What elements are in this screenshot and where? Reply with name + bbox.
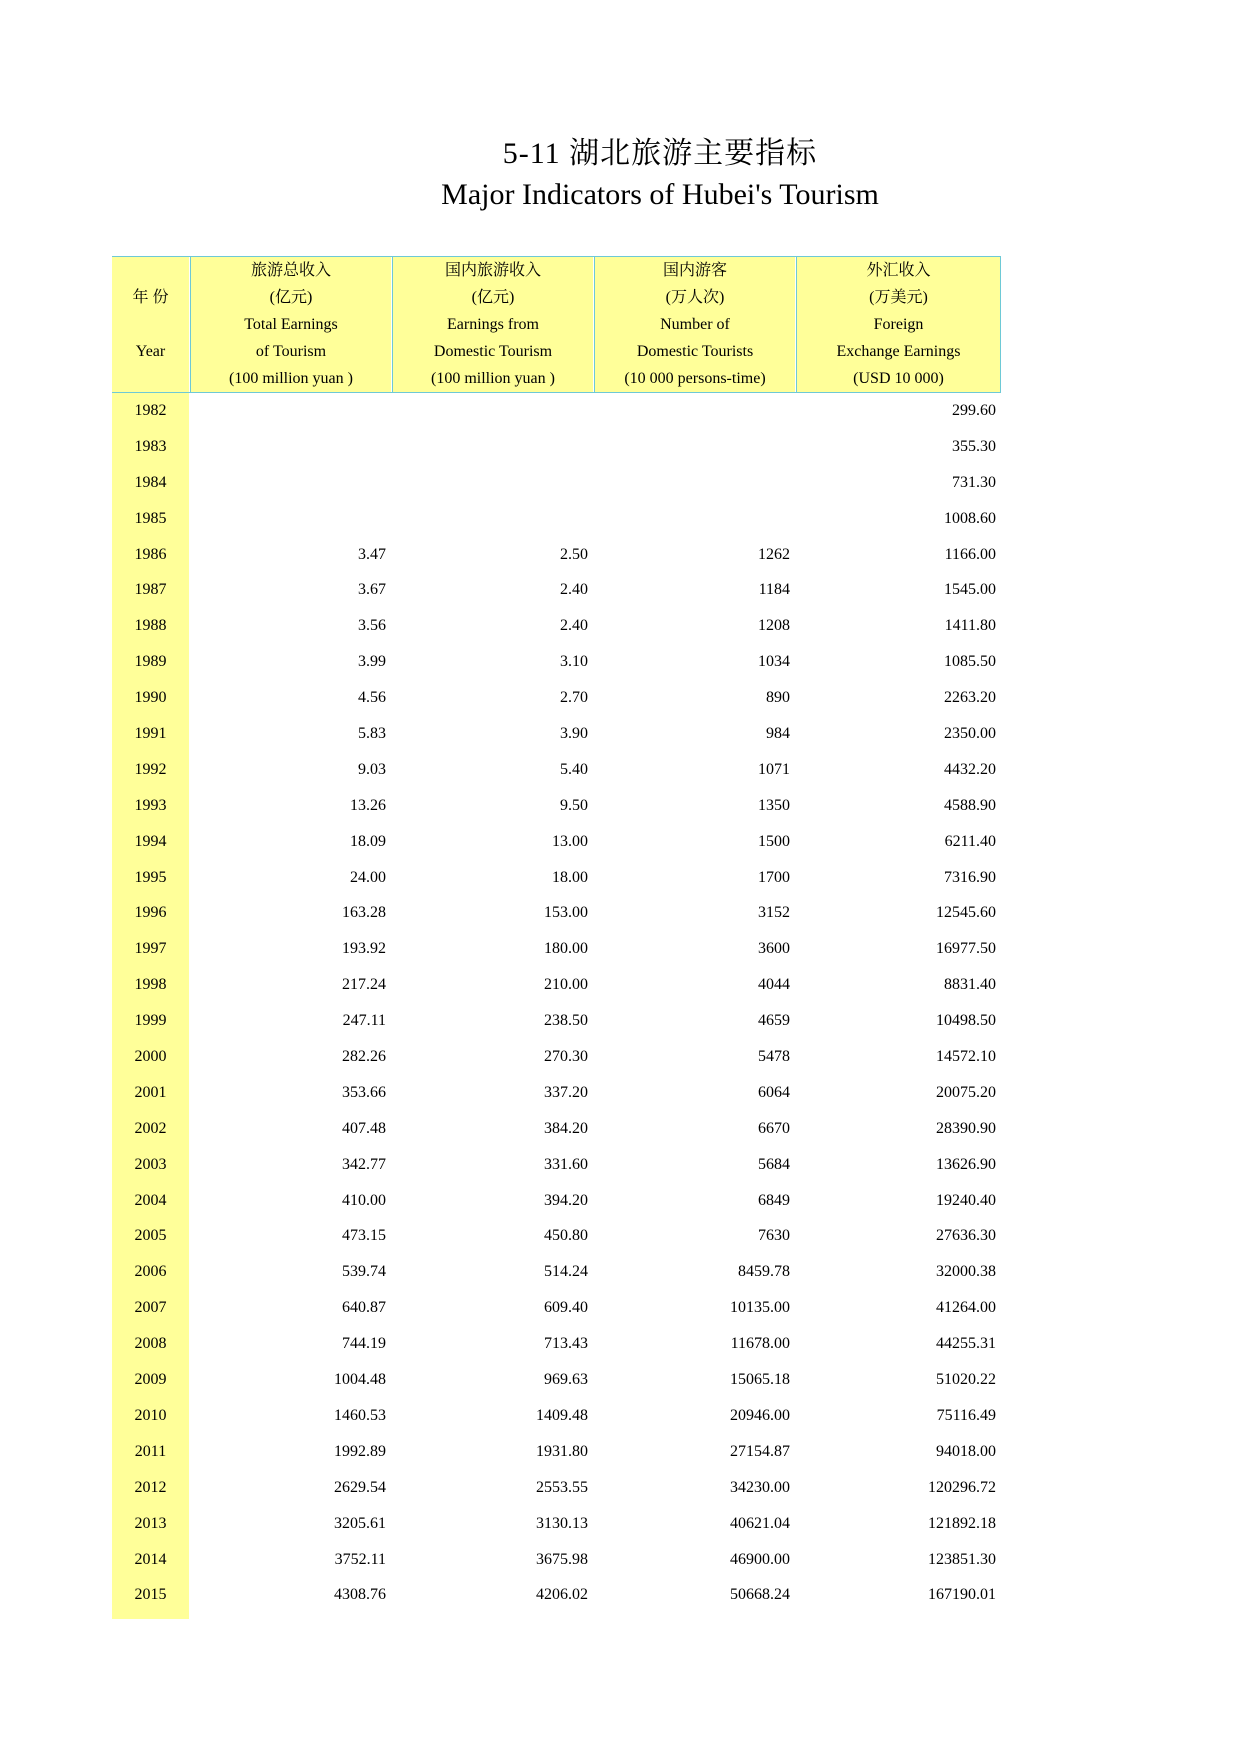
foreign-exchange-cell: 13626.90 xyxy=(936,1155,996,1173)
domestic-tourists-cell: 15065.18 xyxy=(730,1371,790,1389)
foreign-exchange-cell: 27636.30 xyxy=(936,1227,996,1245)
year-cell: 2004 xyxy=(134,1191,167,1209)
total-earnings-cell: 193.92 xyxy=(342,940,386,958)
table-row xyxy=(112,1506,1001,1542)
domestic-earnings-cell: 13.00 xyxy=(552,832,588,850)
domestic-earnings-cell: 3.10 xyxy=(560,653,588,671)
year-cell: 2013 xyxy=(134,1514,167,1532)
foreign-exchange-cell: 44255.31 xyxy=(936,1335,996,1353)
domestic-tourists-cell: 5478 xyxy=(758,1048,790,1066)
table-row xyxy=(112,1075,1001,1111)
domestic-earnings-cell: 9.50 xyxy=(560,796,588,814)
year-cell: 1992 xyxy=(134,760,167,778)
foreign-exchange-cell: 4432.20 xyxy=(944,760,996,778)
table-row xyxy=(112,788,1001,824)
domestic-tourists-cell: 1184 xyxy=(758,581,790,599)
total-earnings-cell: 2629.54 xyxy=(334,1478,386,1496)
table-row xyxy=(112,1577,1001,1613)
year-cell: 2007 xyxy=(134,1299,167,1317)
year-cell: 1998 xyxy=(134,976,167,994)
header-label: Earnings from xyxy=(447,316,539,333)
total-earnings-cell: 3205.61 xyxy=(334,1514,386,1532)
table-row xyxy=(112,1326,1001,1362)
foreign-exchange-cell: 2350.00 xyxy=(944,725,996,743)
year-cell: 1994 xyxy=(134,832,167,850)
year-cell: 2008 xyxy=(134,1335,167,1353)
domestic-tourists-cell: 40621.04 xyxy=(730,1514,790,1532)
header-label: (亿元) xyxy=(269,289,313,306)
domestic-earnings-cell: 180.00 xyxy=(544,940,588,958)
header-label: 旅游总收入 xyxy=(250,262,331,279)
foreign-exchange-cell: 167190.01 xyxy=(928,1586,996,1604)
table-row xyxy=(112,1434,1001,1470)
table-row xyxy=(112,501,1001,537)
year-cell: 1990 xyxy=(134,689,167,707)
domestic-earnings-cell: 153.00 xyxy=(544,904,588,922)
foreign-exchange-cell: 355.30 xyxy=(952,437,996,455)
table-row xyxy=(112,1039,1001,1075)
total-earnings-cell: 3.56 xyxy=(358,617,386,635)
domestic-tourists-cell: 5684 xyxy=(758,1155,790,1173)
header-label: Total Earnings xyxy=(244,316,338,333)
table-row xyxy=(112,1290,1001,1326)
domestic-earnings-cell: 270.30 xyxy=(544,1048,588,1066)
domestic-tourists-cell: 3600 xyxy=(758,940,790,958)
total-earnings-cell: 410.00 xyxy=(342,1191,386,1209)
domestic-earnings-cell: 2.40 xyxy=(560,617,588,635)
page-title-chinese: 5-11 湖北旅游主要指标 xyxy=(502,137,818,170)
domestic-earnings-cell: 450.80 xyxy=(544,1227,588,1245)
foreign-exchange-cell: 1166.00 xyxy=(944,545,996,563)
year-cell: 2006 xyxy=(134,1263,167,1281)
year-cell: 1993 xyxy=(134,796,167,814)
domestic-tourists-cell: 1500 xyxy=(758,832,790,850)
header-year-en: Year xyxy=(135,343,166,360)
domestic-tourists-cell: 11678.00 xyxy=(730,1335,790,1353)
domestic-tourists-cell: 4659 xyxy=(758,1012,790,1030)
total-earnings-cell: 744.19 xyxy=(342,1335,386,1353)
year-cell: 2012 xyxy=(134,1478,167,1496)
domestic-tourists-cell: 1350 xyxy=(758,796,790,814)
header-label: (100 million yuan ) xyxy=(431,370,555,387)
table-row xyxy=(112,680,1001,716)
domestic-tourists-cell: 34230.00 xyxy=(730,1478,790,1496)
foreign-exchange-cell: 1545.00 xyxy=(944,581,996,599)
domestic-earnings-cell: 713.43 xyxy=(544,1335,588,1353)
domestic-tourists-cell: 4044 xyxy=(758,976,790,994)
year-cell: 2003 xyxy=(134,1155,167,1173)
header-label: Domestic Tourism xyxy=(433,343,553,360)
table-row xyxy=(112,429,1001,465)
year-cell: 2010 xyxy=(134,1406,167,1424)
year-cell: 1995 xyxy=(134,868,167,886)
year-cell: 1991 xyxy=(134,725,167,743)
domestic-earnings-cell: 1931.80 xyxy=(536,1442,588,1460)
table-row xyxy=(112,1111,1001,1147)
domestic-tourists-cell: 984 xyxy=(766,725,790,743)
table-row xyxy=(112,644,1001,680)
domestic-earnings-cell: 384.20 xyxy=(544,1119,588,1137)
tourism-indicators-table xyxy=(112,256,1001,1613)
foreign-exchange-cell: 10498.50 xyxy=(936,1012,996,1030)
year-cell: 1986 xyxy=(134,545,167,563)
year-cell: 2001 xyxy=(134,1083,167,1101)
year-cell: 2015 xyxy=(134,1586,167,1604)
domestic-tourists-cell: 3152 xyxy=(758,904,790,922)
foreign-exchange-cell: 12545.60 xyxy=(936,904,996,922)
table-row xyxy=(112,1147,1001,1183)
table-row xyxy=(112,1254,1001,1290)
foreign-exchange-cell: 120296.72 xyxy=(928,1478,996,1496)
header-label: Domestic Tourists xyxy=(636,343,754,360)
domestic-earnings-cell: 4206.02 xyxy=(536,1586,588,1604)
domestic-earnings-cell: 5.40 xyxy=(560,760,588,778)
total-earnings-cell: 342.77 xyxy=(342,1155,386,1173)
year-cell: 1982 xyxy=(134,402,167,419)
foreign-exchange-cell: 299.60 xyxy=(952,402,996,419)
table-header xyxy=(112,256,1001,393)
total-earnings-cell: 13.26 xyxy=(350,796,386,814)
total-earnings-cell: 1460.53 xyxy=(334,1406,386,1424)
foreign-exchange-cell: 6211.40 xyxy=(944,832,996,850)
foreign-exchange-cell: 32000.38 xyxy=(936,1263,996,1281)
total-earnings-cell: 539.74 xyxy=(342,1263,386,1281)
year-cell: 2002 xyxy=(134,1119,167,1137)
foreign-exchange-cell: 51020.22 xyxy=(936,1371,996,1389)
year-cell: 1999 xyxy=(134,1012,167,1030)
header-label: (10 000 persons-time) xyxy=(624,370,766,387)
table-row xyxy=(112,895,1001,931)
header-foreign-exchange xyxy=(796,257,1001,392)
foreign-exchange-cell: 4588.90 xyxy=(944,796,996,814)
domestic-tourists-cell: 1262 xyxy=(758,545,790,563)
domestic-earnings-cell: 331.60 xyxy=(544,1155,588,1173)
table-row xyxy=(112,1362,1001,1398)
domestic-tourists-cell: 1071 xyxy=(758,760,790,778)
year-cell: 1985 xyxy=(134,509,167,527)
foreign-exchange-cell: 14572.10 xyxy=(936,1048,996,1066)
year-cell: 1989 xyxy=(134,653,167,671)
domestic-tourists-cell: 6849 xyxy=(758,1191,790,1209)
total-earnings-cell: 3752.11 xyxy=(334,1550,386,1568)
total-earnings-cell: 18.09 xyxy=(350,832,386,850)
header-label: Foreign xyxy=(873,316,924,333)
year-cell: 1987 xyxy=(134,581,167,599)
domestic-tourists-cell: 7630 xyxy=(758,1227,790,1245)
domestic-earnings-cell: 3130.13 xyxy=(536,1514,588,1532)
header-total-earnings xyxy=(190,257,391,392)
header-label: of Tourism xyxy=(255,343,327,360)
foreign-exchange-cell: 94018.00 xyxy=(936,1442,996,1460)
domestic-earnings-cell: 18.00 xyxy=(552,868,588,886)
table-row xyxy=(112,752,1001,788)
total-earnings-cell: 1992.89 xyxy=(334,1442,386,1460)
table-row xyxy=(112,931,1001,967)
domestic-earnings-cell: 2.50 xyxy=(560,545,588,563)
table-row xyxy=(112,1542,1001,1578)
table-row xyxy=(112,1183,1001,1219)
header-label: (100 million yuan ) xyxy=(229,370,353,387)
header-label: Number of xyxy=(660,316,730,333)
table-row xyxy=(112,824,1001,860)
year-cell: 2014 xyxy=(134,1550,167,1568)
year-cell: 1997 xyxy=(134,940,167,958)
table-row xyxy=(112,608,1001,644)
header-label: (USD 10 000) xyxy=(853,370,944,387)
domestic-earnings-cell: 2553.55 xyxy=(536,1478,588,1496)
foreign-exchange-cell: 121892.18 xyxy=(928,1514,996,1532)
foreign-exchange-cell: 2263.20 xyxy=(944,689,996,707)
foreign-exchange-cell: 1411.80 xyxy=(944,617,996,635)
table-row xyxy=(112,465,1001,501)
domestic-tourists-cell: 6670 xyxy=(758,1119,790,1137)
domestic-earnings-cell: 1409.48 xyxy=(536,1406,588,1424)
foreign-exchange-cell: 16977.50 xyxy=(936,940,996,958)
total-earnings-cell: 353.66 xyxy=(342,1083,386,1101)
domestic-earnings-cell: 609.40 xyxy=(544,1299,588,1317)
table-row xyxy=(112,1398,1001,1434)
foreign-exchange-cell: 1085.50 xyxy=(944,653,996,671)
foreign-exchange-cell: 19240.40 xyxy=(936,1191,996,1209)
total-earnings-cell: 473.15 xyxy=(342,1227,386,1245)
header-label: 国内游客 xyxy=(662,262,727,279)
header-year-cn: 年 份 xyxy=(132,289,169,306)
domestic-earnings-cell: 337.20 xyxy=(544,1083,588,1101)
table-row xyxy=(112,1003,1001,1039)
year-cell: 1988 xyxy=(134,617,167,635)
foreign-exchange-cell: 1008.60 xyxy=(944,509,996,527)
table-row xyxy=(112,716,1001,752)
header-label: 国内旅游收入 xyxy=(444,262,541,279)
table-row xyxy=(112,860,1001,896)
domestic-earnings-cell: 210.00 xyxy=(544,976,588,994)
total-earnings-cell: 9.03 xyxy=(358,760,386,778)
page-title-english: Major Indicators of Hubei's Tourism xyxy=(441,178,879,211)
table-body xyxy=(112,393,1001,1613)
domestic-tourists-cell: 6064 xyxy=(758,1083,790,1101)
domestic-tourists-cell: 20946.00 xyxy=(730,1406,790,1424)
foreign-exchange-cell: 7316.90 xyxy=(944,868,996,886)
header-domestic-tourists xyxy=(594,257,795,392)
domestic-tourists-cell: 1208 xyxy=(758,617,790,635)
foreign-exchange-cell: 731.30 xyxy=(952,473,996,491)
domestic-earnings-cell: 238.50 xyxy=(544,1012,588,1030)
domestic-earnings-cell: 3675.98 xyxy=(536,1550,588,1568)
foreign-exchange-cell: 41264.00 xyxy=(936,1299,996,1317)
header-label: (万人次) xyxy=(665,289,725,306)
domestic-tourists-cell: 27154.87 xyxy=(730,1442,790,1460)
domestic-tourists-cell: 890 xyxy=(766,689,790,707)
header-domestic-earnings xyxy=(392,257,593,392)
domestic-tourists-cell: 1034 xyxy=(758,653,790,671)
domestic-earnings-cell: 394.20 xyxy=(544,1191,588,1209)
total-earnings-cell: 247.11 xyxy=(342,1012,386,1030)
year-cell: 2011 xyxy=(134,1442,167,1460)
total-earnings-cell: 1004.48 xyxy=(334,1371,386,1389)
total-earnings-cell: 24.00 xyxy=(350,868,386,886)
header-label: (万美元) xyxy=(869,289,928,306)
total-earnings-cell: 163.28 xyxy=(342,904,386,922)
foreign-exchange-cell: 75116.49 xyxy=(936,1406,996,1424)
total-earnings-cell: 640.87 xyxy=(342,1299,386,1317)
header-label: (亿元) xyxy=(471,289,515,306)
header-label: Exchange Earnings xyxy=(836,343,961,360)
domestic-tourists-cell: 10135.00 xyxy=(730,1299,790,1317)
header-label: 外汇收入 xyxy=(866,262,931,279)
header-year xyxy=(112,257,189,392)
year-cell: 1984 xyxy=(134,473,167,491)
foreign-exchange-cell: 20075.20 xyxy=(936,1083,996,1101)
year-cell: 1996 xyxy=(134,904,167,922)
total-earnings-cell: 282.26 xyxy=(342,1048,386,1066)
year-cell: 2000 xyxy=(134,1048,167,1066)
table-row xyxy=(112,393,1001,429)
domestic-earnings-cell: 3.90 xyxy=(560,725,588,743)
table-row xyxy=(112,1470,1001,1506)
domestic-tourists-cell: 1700 xyxy=(758,868,790,886)
total-earnings-cell: 217.24 xyxy=(342,976,386,994)
year-cell: 2005 xyxy=(134,1227,167,1245)
domestic-earnings-cell: 514.24 xyxy=(544,1263,588,1281)
table-row xyxy=(112,967,1001,1003)
total-earnings-cell: 5.83 xyxy=(358,725,386,743)
domestic-earnings-cell: 2.40 xyxy=(560,581,588,599)
year-cell: 2009 xyxy=(134,1371,167,1389)
table-row xyxy=(112,572,1001,608)
domestic-tourists-cell: 8459.78 xyxy=(738,1263,790,1281)
table-row xyxy=(112,537,1001,573)
foreign-exchange-cell: 8831.40 xyxy=(944,976,996,994)
total-earnings-cell: 4.56 xyxy=(358,689,386,707)
total-earnings-cell: 3.99 xyxy=(358,653,386,671)
foreign-exchange-cell: 28390.90 xyxy=(936,1119,996,1137)
domestic-earnings-cell: 969.63 xyxy=(544,1371,588,1389)
table-row xyxy=(112,1218,1001,1254)
year-cell: 1983 xyxy=(134,437,167,455)
foreign-exchange-cell: 123851.30 xyxy=(928,1550,996,1568)
domestic-tourists-cell: 50668.24 xyxy=(730,1586,790,1604)
total-earnings-cell: 3.67 xyxy=(358,581,386,599)
total-earnings-cell: 407.48 xyxy=(342,1119,386,1137)
total-earnings-cell: 3.47 xyxy=(358,545,386,563)
domestic-earnings-cell: 2.70 xyxy=(560,689,588,707)
domestic-tourists-cell: 46900.00 xyxy=(730,1550,790,1568)
total-earnings-cell: 4308.76 xyxy=(334,1586,386,1604)
